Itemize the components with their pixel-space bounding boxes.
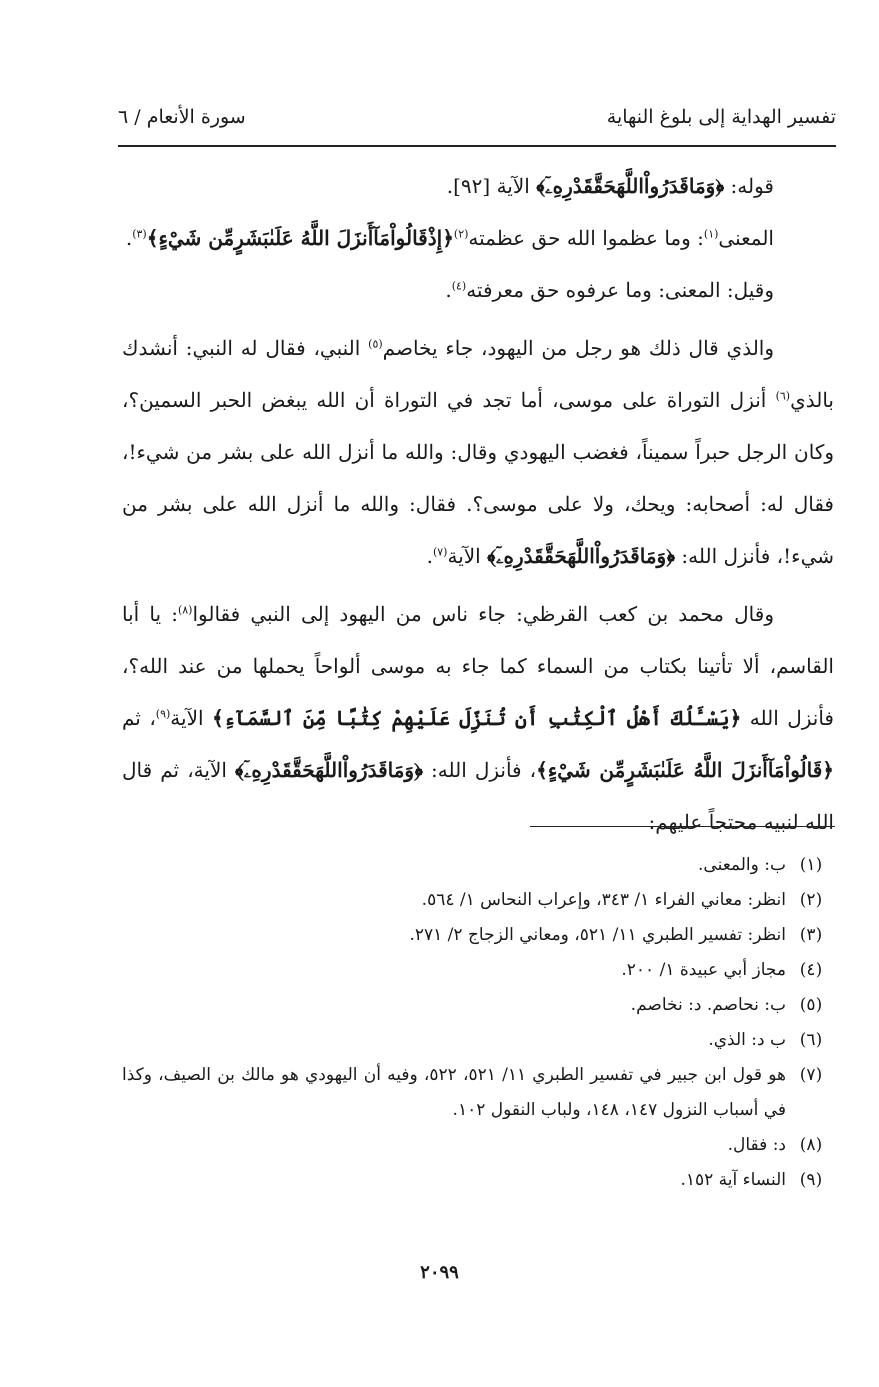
footnote-text: د: فقال. — [727, 1135, 786, 1155]
paragraph-2 — [122, 212, 834, 264]
quran-verse: ﴿يَسْـَٔلُكَ أَهْلُ ٱلْكِتَٰبِ أَن تُنَزِّلَ عَلَيْهِمْ كِتَٰبًا مِّنَ ٱلسَّمَآءِ﴾ — [211, 706, 742, 730]
text-run: والذي قال ذلك هو رجل من اليهود، جاء يخاصم — [382, 336, 775, 360]
surah-label: سورة الأنعام / ٦ — [118, 106, 246, 128]
footnote-number: (٤) — [799, 960, 823, 980]
footnote-ref: (٤) — [451, 279, 467, 293]
footnote-text: مجاز أبي عبيدة ١/ ٢٠٠. — [621, 960, 786, 980]
footnote-text: هو قول ابن جبير في تفسير الطبري ١١/ ٥٢١، ٥٢٢، وفيه أن اليهودي هو مالك بن الصيف، وكذا في أسباب النزول ١٤٧، ١٤٨، ولباب النقول ١٠٢. — [122, 1065, 786, 1120]
text-run: . — [426, 544, 433, 568]
footnote-item — [122, 1163, 836, 1198]
text-run: وقال محمد بن كعب القرظي: جاء ناس من اليهود إلى النبي فقالوا — [192, 602, 774, 626]
text-run: قوله: — [724, 174, 774, 198]
paragraph-3 — [122, 264, 834, 316]
main-text — [122, 160, 834, 848]
footnote-item — [122, 988, 836, 1023]
footnote-number: (٣) — [799, 925, 823, 945]
footnote-item — [122, 848, 836, 883]
text-run: ، ثم — [122, 706, 156, 730]
book-title: تفسير الهداية إلى بلوغ النهاية — [606, 106, 836, 128]
text-run: أنزل التوراة على موسى، أما تجد في التوراة أن الله يبغض الحبر السمين؟، وكان الرجل حبراً سميناً، فغضب اليهودي وقال: والله ما أنزل الله على بشر من شيء!، فقال له: أصحابه: ويحك، ولا على موسى؟. فقال: والله ما أنزل الله على بشر من شيء!، فأنزل الله: — [122, 388, 834, 568]
footnote-number: (١) — [799, 855, 823, 875]
text-run: الآية — [447, 544, 488, 568]
footnote-ref: (٧) — [432, 545, 448, 559]
footnote-number: (٦) — [799, 1030, 823, 1050]
text-run: : وما عظموا الله حق عظمته — [468, 226, 704, 250]
footnote-text: ب: نحاصم. د: نخاصم. — [630, 995, 786, 1015]
quran-verse: ﴿وَمَاقَدَرُواْاللَّهَحَقَّقَدْرِهِۦٓ﴾ — [536, 174, 725, 198]
text-run: النبي، فقال له النبي: أنشدك بالذي — [122, 336, 834, 412]
footnote-item — [122, 1128, 836, 1163]
text-run: وقيل: المعنى: وما عرفوه حق معرفته — [466, 278, 774, 302]
text-run: : يا أبا القاسم، ألا تأتينا بكتاب من السماء كما جاء به موسى ألواحاً يحملها من عند الله؟، فأنزل الله — [122, 602, 834, 730]
footnote-item — [122, 1058, 836, 1128]
header-rule — [118, 145, 836, 147]
text-run: المعنى — [718, 226, 774, 250]
footnote-number: (٩) — [799, 1170, 823, 1190]
running-header — [118, 100, 836, 134]
text-run: الآية، ثم قال الله لنبيه محتجاً عليهم: — [122, 758, 834, 834]
footnote-item — [122, 953, 836, 988]
footnote-ref: (٨) — [177, 603, 193, 617]
footnote-number: (٥) — [799, 995, 823, 1015]
text-run: الآية — [170, 706, 212, 730]
footnote-ref: (١) — [703, 227, 719, 241]
footnote-text: ب: والمعنى. — [698, 855, 786, 875]
footnote-number: (٨) — [799, 1135, 823, 1155]
footnote-number: (٧) — [799, 1065, 823, 1085]
quran-verse: ﴿وَمَاقَدَرُواْاللَّهَحَقَّقَدْرِهِۦٓ﴾ — [487, 544, 676, 568]
footnote-ref: (٦) — [775, 389, 791, 403]
footnote-text: انظر: تفسير الطبري ١١/ ٥٢١، ومعاني الزجاج ٢/ ٢٧١. — [409, 925, 786, 945]
footnote-item — [122, 918, 836, 953]
footnote-item — [122, 1023, 836, 1058]
text-run: ، فأنزل الله: — [422, 758, 537, 782]
footnote-text: ب د: الذي. — [708, 1030, 786, 1050]
quran-verse: ﴿قَالُواْمَآأَنزَلَ اللَّهُ عَلَىٰبَشَرٍمِّن شَيْءٍ﴾ — [536, 758, 834, 782]
footnote-text: النساء آية ١٥٢. — [680, 1170, 786, 1190]
page-number: ٢٠٩٩ — [420, 1262, 459, 1283]
quran-verse: ﴿إِذْقَالُواْمَآأَنزَلَ اللَّهُ عَلَىٰبَشَرٍمِّن شَيْءٍ﴾ — [146, 226, 454, 250]
text-run: . — [125, 226, 133, 250]
text-run: الآية [٩٢]. — [446, 174, 537, 198]
footnote-item — [122, 883, 836, 918]
paragraph-5 — [122, 588, 834, 848]
footnotes — [122, 848, 836, 1198]
paragraph-4 — [122, 322, 834, 582]
footnote-ref: (٥) — [368, 337, 383, 351]
footnote-ref: (٣) — [132, 227, 147, 241]
paragraph-1 — [122, 160, 834, 212]
footnote-separator — [530, 826, 835, 827]
text-run: . — [445, 278, 452, 302]
footnote-number: (٢) — [799, 890, 823, 910]
footnote-ref: (٢) — [453, 227, 469, 241]
quran-verse: ﴿وَمَاقَدَرُواْاللَّهَحَقَّقَدْرِهِۦٓ﴾ — [234, 758, 423, 782]
footnote-ref: (٩) — [155, 707, 171, 721]
footnote-text: انظر: معاني الفراء ١/ ٣٤٣، وإعراب النحاس ١/ ٥٦٤. — [421, 890, 786, 910]
